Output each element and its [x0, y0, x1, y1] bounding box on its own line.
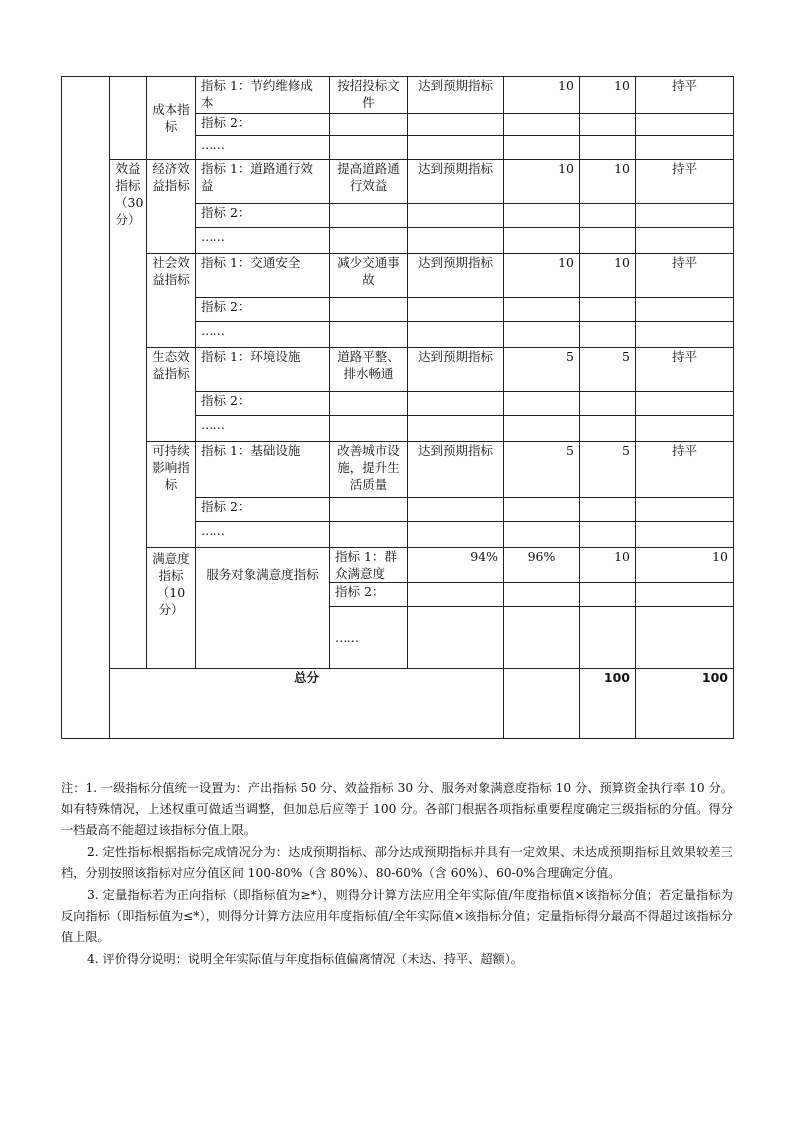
indicator-name: 指标 2： — [196, 114, 330, 136]
indicator-name: 指标 2： — [196, 204, 330, 228]
evaluation-value: 持平 — [636, 442, 734, 498]
weight-value: 5 — [504, 442, 580, 498]
target-value: 按招投标文件 — [330, 77, 408, 114]
indicator-name: 指标 1：交通安全 — [196, 254, 330, 298]
level2-sustainability: 可持续影响指标 — [147, 442, 196, 548]
table-row — [62, 548, 734, 583]
target-value: 减少交通事故 — [330, 254, 408, 298]
table-row — [62, 442, 734, 498]
actual-value: 达到预期指标 — [408, 348, 504, 392]
level2-cost: 成本指标 — [147, 77, 196, 160]
level2-economic: 经济效益指标 — [147, 160, 196, 254]
score-value: 5 — [580, 348, 636, 392]
score-value: 10 — [580, 254, 636, 298]
score-value: 5 — [580, 442, 636, 498]
actual-value: 96% — [504, 548, 580, 583]
score-value: 10 — [580, 77, 636, 114]
actual-value: 达到预期指标 — [408, 442, 504, 498]
score-value: 10 — [636, 548, 734, 583]
evaluation-value: 持平 — [636, 77, 734, 114]
level1-satisfaction: 满意度指标（10分） — [147, 548, 196, 669]
level2-ecological: 生态效益指标 — [147, 348, 196, 442]
weight-value: 10 — [504, 160, 580, 204]
table-row — [62, 348, 734, 392]
indicator-name: 指标 2： — [196, 498, 330, 522]
indicator-name: 指标 1：节约维修成本 — [196, 77, 330, 114]
footnotes — [61, 778, 733, 971]
weight-value: 5 — [504, 348, 580, 392]
score-value: 10 — [580, 160, 636, 204]
target-value: 道路平整、排水畅通 — [330, 348, 408, 392]
indicator-ellipsis: …… — [330, 607, 408, 669]
indicator-name: 指标 1：环境设施 — [196, 348, 330, 392]
indicator-name: 指标 1：基础设施 — [196, 442, 330, 498]
indicator-name: 指标 2： — [196, 392, 330, 416]
indicator-name: 指标 2： — [196, 298, 330, 322]
target-value: 改善城市设施，提升生活质量 — [330, 442, 408, 498]
left-merged-cell — [62, 77, 110, 739]
performance-evaluation-table — [61, 76, 734, 739]
level1-blank-cell — [110, 77, 147, 160]
actual-value: 达到预期指标 — [408, 160, 504, 204]
total-row — [62, 669, 734, 739]
indicator-ellipsis: …… — [196, 228, 330, 254]
footnote-4: 4. 评价得分说明：说明全年实际值与年度指标值偏离情况（未达、持平、超额）。 — [87, 952, 523, 966]
indicator-name: 指标 1：道路通行效益 — [196, 160, 330, 204]
total-weight: 100 — [580, 669, 636, 739]
indicator-ellipsis: …… — [196, 416, 330, 442]
indicator-name: 指标 2： — [330, 583, 408, 607]
footnote-2: 2. 定性指标根据指标完成情况分为：达成预期指标、部分达成预期指标并具有一定效果、未达成预期指标且效果较差三档，分别按照该指标对应分值区间 100-80%（含 80%）、80-60%（含 60%）、60-0%合理确定分值。 — [61, 845, 733, 880]
table-row — [62, 77, 734, 114]
weight-value: 10 — [580, 548, 636, 583]
actual-value: 达到预期指标 — [408, 77, 504, 114]
level2-satisfaction: 服务对象满意度指标 — [196, 548, 330, 669]
footnote-3: 3. 定量指标若为正向指标（即指标值为≥*），则得分计算方法应用全年实际值/年度指标值×该指标分值；若定量指标为反向指标（即指标值为≤*），则得分计算方法应用年度指标值/全年实际值×该指标分值；定量指标得分最高不得超过该指标分值上限。 — [61, 888, 733, 944]
footnote-1: 注：1. 一级指标分值统一设置为：产出指标 50 分、效益指标 30 分、服务对象满意度指标 10 分、预算资金执行率 10 分。如有特殊情况，上述权重可做适当调整，但加总后应等于 100 分。各部门根据各项指标重要程度确定三级指标的分值。得分一档最高不能超过该指标分值上限。 — [61, 781, 733, 837]
evaluation-value: 持平 — [636, 348, 734, 392]
weight-value: 10 — [504, 77, 580, 114]
indicator-ellipsis: …… — [196, 136, 330, 160]
evaluation-value: 持平 — [636, 160, 734, 204]
evaluation-value: 持平 — [636, 254, 734, 298]
weight-value: 10 — [504, 254, 580, 298]
indicator-ellipsis: …… — [196, 522, 330, 548]
table-row — [62, 254, 734, 298]
indicator-ellipsis: …… — [196, 322, 330, 348]
table-row — [62, 160, 734, 204]
level2-social: 社会效益指标 — [147, 254, 196, 348]
performance-table-wrapper — [61, 76, 733, 739]
total-label: 总分 — [110, 669, 504, 739]
target-value: 94% — [408, 548, 504, 583]
total-score: 100 — [636, 669, 734, 739]
indicator-name: 指标 1：群众满意度 — [330, 548, 408, 583]
level1-benefit: 效益指标（30分） — [110, 160, 147, 669]
actual-value: 达到预期指标 — [408, 254, 504, 298]
target-value: 提高道路通行效益 — [330, 160, 408, 204]
